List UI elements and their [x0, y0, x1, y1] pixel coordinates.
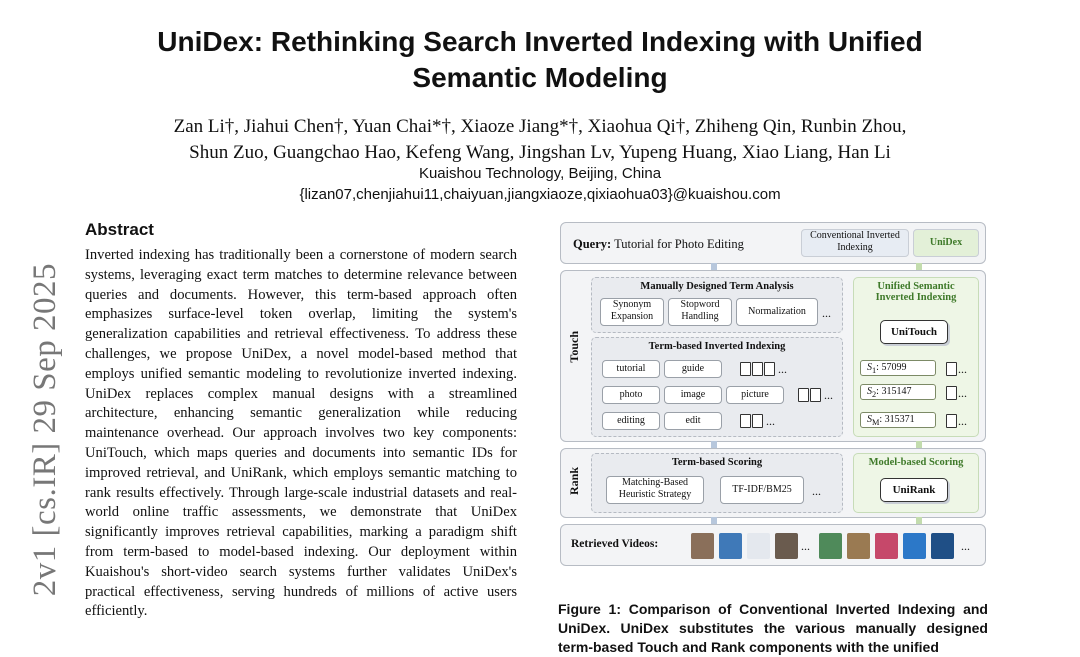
normalization-pill: Normalization [736, 298, 818, 326]
sidm-value: : 315371 [879, 414, 915, 425]
video-thumbnail [819, 533, 842, 559]
sid2-subscript: 2 [872, 390, 877, 399]
term-photo: photo [602, 386, 660, 404]
sid1-subscript: 1 [872, 366, 877, 375]
unirank-model: UniRank [880, 478, 948, 502]
semantic-id-2 [860, 384, 936, 400]
video-thumbnail [719, 533, 742, 559]
query-bar [560, 222, 986, 264]
rank-section [560, 448, 986, 518]
semantic-id-m [860, 412, 936, 428]
stopword-handling-pill: Stopword Handling [668, 298, 732, 326]
manual-term-analysis-title: Manually Designed Term Analysis [640, 281, 794, 292]
doc-icon [764, 362, 775, 376]
doc-icon [810, 388, 821, 402]
doc-icon [946, 386, 957, 400]
sid2-symbol: S [867, 386, 872, 397]
sidm-subscript: M [872, 418, 880, 427]
retrieved-videos-bar [560, 524, 986, 566]
sid-ellipsis: ... [958, 414, 967, 428]
sid1-value: : 57099 [876, 362, 907, 373]
tfidf-bm25-pill: TF-IDF/BM25 [720, 476, 804, 504]
term-image: image [664, 386, 722, 404]
posting-ellipsis: ... [766, 414, 775, 428]
term-scoring-panel [591, 453, 843, 513]
sid-ellipsis: ... [958, 386, 967, 400]
unified-semantic-title: Unified Semantic Inverted Indexing [875, 281, 957, 303]
title-line-2: Semantic Modeling [412, 62, 668, 93]
posting-ellipsis: ... [778, 362, 787, 376]
author-emails: {lizan07,chenjiahui11,chaiyuan,jiangxiaoze,qixiaohua03}@kuaishou.com [299, 186, 781, 203]
affiliation-block [0, 163, 1080, 205]
affiliation: Kuaishou Technology, Beijing, China [418, 165, 662, 182]
query-line [573, 237, 744, 252]
model-scoring-panel [853, 453, 979, 513]
video-thumbnail [931, 533, 954, 559]
sid-ellipsis: ... [958, 362, 967, 376]
synonym-expansion-pill: Synonym Expansion [600, 298, 664, 326]
doc-icon [752, 414, 763, 428]
figure-caption: Figure 1: Comparison of Conventional Inverted Indexing and UniDex. UniDex substitutes the various manually designed term-based Touch and Rank components with the unified [558, 601, 988, 655]
tag-unidex: UniDex [913, 229, 979, 257]
doc-icon [946, 362, 957, 376]
doc-icon [740, 414, 751, 428]
touch-section [560, 270, 986, 442]
doc-icon [798, 388, 809, 402]
paper-title [0, 24, 1080, 96]
sidm-symbol: S [867, 414, 872, 425]
video-thumbnail [691, 533, 714, 559]
video-thumbnail [747, 533, 770, 559]
posting-ellipsis: ... [824, 388, 833, 402]
figure-1 [558, 220, 988, 592]
term-scoring-title: Term-based Scoring [671, 457, 763, 468]
semantic-id-1 [860, 360, 936, 376]
video-thumbnail [847, 533, 870, 559]
video-thumbnail [875, 533, 898, 559]
author-list [0, 114, 1080, 166]
term-picture: picture [726, 386, 784, 404]
abstract-heading: Abstract [85, 220, 154, 239]
scoring-ellipsis: ... [812, 484, 821, 498]
model-scoring-title: Model-based Scoring [868, 457, 964, 468]
rank-label: Rank [567, 467, 581, 496]
touch-label: Touch [567, 331, 581, 363]
term-inverted-index-title: Term-based Inverted Indexing [648, 341, 786, 352]
authors-line-1: Zan Li†, Jiahui Chen†, Yuan Chai*†, Xiaoze Jiang*†, Xiaohua Qi†, Zhiheng Qin, Runbin Zhou, [173, 116, 907, 137]
term-editing: editing [602, 412, 660, 430]
authors-line-2: Shun Zuo, Guangchao Hao, Kefeng Wang, Jingshan Lv, Yupeng Huang, Xiao Liang, Han Li [189, 142, 891, 163]
abstract-body: Inverted indexing has traditionally been a cornerstone of modern search systems, leveraging exact term matches to determine relevance between queries and documents. However, this term-based approach often emphasizes surface-level token overlap, limiting the system's generalization capabilities and retrieval effectiveness. To address these challenges, we propose UniDex, a novel model-based method that employs unified semantic modeling to revolutionize inverted indexing. UniDex replaces complex manual designs with a streamlined architecture, enhancing semantic generalization while reducing maintenance overhead. Our approach involves two key components: UniTouch, which maps queries and documents into semantic IDs for improved retrieval, and UniRank, which employs semantic matching to rank results effectively. Through large-scale industrial datasets and real-world online traffic assessments, we demonstrate that UniDex significantly improves retrieval capabilities, marking a paradigm shift from term-based to model-based indexing. Our deployment within Kuaishou's short-video search systems further validates UniDex's practical effectiveness, serving hundreds of millions of active users efficiently. [85, 247, 517, 620]
doc-icon [946, 414, 957, 428]
matching-heuristic-pill: Matching-Based Heuristic Strategy [606, 476, 704, 504]
tag-conventional: Conventional Inverted Indexing [801, 229, 909, 257]
title-line-1: UniDex: Rethinking Search Inverted Indexing with Unified [157, 26, 923, 57]
arxiv-stamp: 2v1 [cs.IR] 29 Sep 2025 [27, 263, 63, 597]
sid2-value: : 315147 [876, 386, 912, 397]
term-tutorial: tutorial [602, 360, 660, 378]
doc-icon [752, 362, 763, 376]
manual-term-analysis-panel [591, 277, 843, 333]
video-thumbnail [903, 533, 926, 559]
retrieved-videos-label: Retrieved Videos: [571, 538, 659, 550]
term-edit: edit [664, 412, 722, 430]
unified-semantic-panel [853, 277, 979, 437]
query-label: Query: [573, 237, 612, 251]
term-inverted-index-panel [591, 337, 843, 437]
videos-ellipsis: ... [801, 539, 810, 553]
term-guide: guide [664, 360, 722, 378]
query-text: Tutorial for Photo Editing [614, 237, 744, 251]
manual-ellipsis: ... [822, 306, 831, 320]
doc-icon [740, 362, 751, 376]
videos-ellipsis: ... [961, 539, 970, 553]
video-thumbnail [775, 533, 798, 559]
sid1-symbol: S [867, 362, 872, 373]
unitouch-model: UniTouch [880, 320, 948, 344]
